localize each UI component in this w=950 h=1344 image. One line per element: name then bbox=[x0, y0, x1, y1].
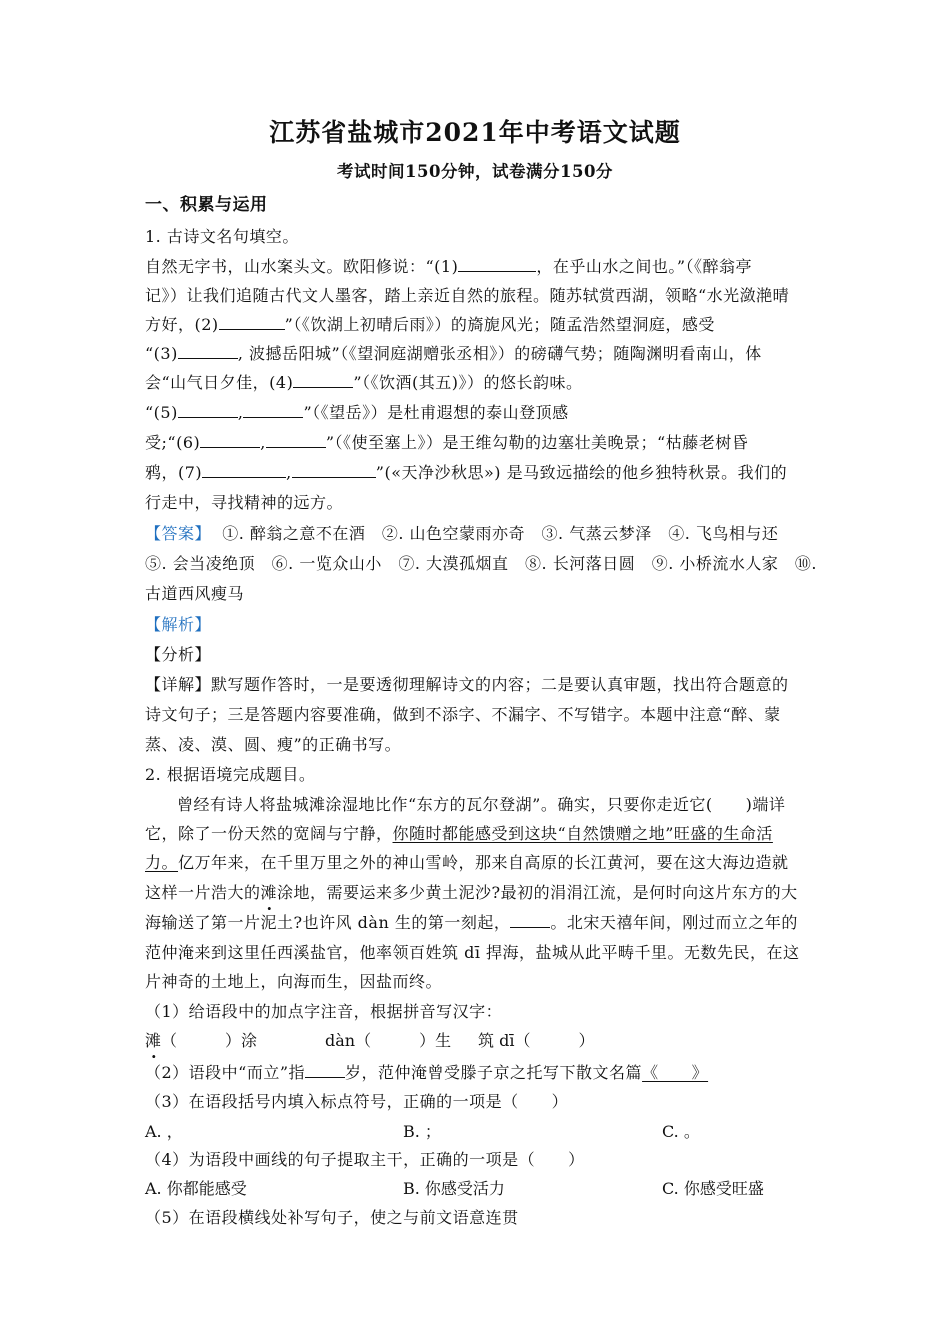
q1-line-3: 方好，(2) ”（《饮湖上初晴后雨》）的旖旎风光；随孟浩然望洞庭，感受 bbox=[145, 315, 715, 334]
q1-line-7: 受;“(6) , ”（《使至塞上》）是王维勾勒的边塞壮美晚景；“枯藤老树昏 bbox=[145, 433, 749, 452]
q2-sub-1-b: dàn（ ）生 bbox=[325, 1031, 452, 1050]
q2-para-7: 片神奇的土地上，向海而生，因盐而终。 bbox=[145, 972, 443, 991]
q1-line-1: 自然无字书，山水案头文。欧阳修说：“(1) ，在乎山水之间也。”（《醉翁亭 bbox=[145, 257, 753, 276]
q2-sub-1-a: 滩（ ）涂 . bbox=[145, 1029, 257, 1053]
q1-line-6: “(5) , ”（《望岳》）是杜甫遐想的泰山登顶感 bbox=[145, 403, 569, 422]
q2-stem: 2. 根据语境完成题目。 bbox=[145, 765, 316, 784]
blank-4 bbox=[293, 371, 353, 388]
q2-sub-1: （1）给语段中的加点字注音，根据拼音写汉字： bbox=[145, 1002, 503, 1021]
q2-sub-3-option-c: C. 。 bbox=[662, 1122, 700, 1141]
blank-5 bbox=[178, 401, 238, 418]
blank-8 bbox=[266, 431, 326, 448]
q2-sub-3: （3）在语段括号内填入标点符号，正确的一项是（ ） bbox=[145, 1092, 569, 1111]
underlined-sentence: 你随时都能感受到这块“自然馈赠之地”旺盛的生命活 bbox=[392, 824, 773, 843]
blank-1 bbox=[458, 255, 536, 272]
q1-stem: 1. 古诗文名句填空。 bbox=[145, 227, 299, 246]
blank-2 bbox=[219, 313, 285, 330]
q2-sub-4-option-b: B. 你感受活力 bbox=[403, 1179, 505, 1198]
analysis-tag: 【解析】 bbox=[145, 615, 212, 634]
q2-sub-3-option-a: A. ， bbox=[145, 1122, 183, 1141]
answer-line-2: ⑤. 会当凌绝顶 ⑥. 一览众山小 ⑦. 大漠孤烟直 ⑧. 长河落日圆 ⑨. 小桥流水人家 ⑩. bbox=[145, 554, 817, 573]
q2-sub-3-option-b: B. ； bbox=[403, 1122, 441, 1141]
fenxi-tag: 【分析】 bbox=[145, 645, 212, 664]
section-heading: 一、积累与运用 bbox=[145, 195, 268, 215]
q2-sub-1-c: 筑 dī（ ） bbox=[478, 1031, 595, 1050]
blank-sentence bbox=[510, 911, 550, 928]
q2-sub-4-option-c: C. 你感受旺盛 bbox=[662, 1179, 764, 1198]
q1-line-8: 鸦，(7) , ”(«天净沙秋思») 是马致远描绘的他乡独特秋景。我们的 bbox=[145, 463, 788, 482]
answer-tag: 【答案】 bbox=[145, 524, 212, 543]
detail-line-3: 蒸、凌、漠、圆、瘦”的正确书写。 bbox=[145, 735, 402, 754]
blank-6 bbox=[243, 401, 303, 418]
q2-para-3: 力。亿万年来，在千里万里之外的神山雪岭，那来自高原的长江黄河，要在这大海边造就 bbox=[145, 853, 789, 872]
detail-line-1: 【详解】默写题作答时，一是要透彻理解诗文的内容；二是要认真审题，找出符合题意的 bbox=[145, 675, 789, 694]
blank-3 bbox=[178, 342, 238, 359]
q2-sub-4-option-a: A. 你都能感受 bbox=[145, 1179, 247, 1198]
blank-7 bbox=[200, 431, 260, 448]
page-subtitle: 考试时间150分钟，试卷满分150分 bbox=[337, 162, 613, 181]
page-title: 江苏省盐城市2021年中考语文试题 bbox=[269, 118, 681, 147]
q2-para-4: 这样一片浩大的滩涂地，需要运来多少黄土泥沙?最初的涓涓江流，是何时向这片东方的大 bbox=[145, 883, 798, 902]
blank-10 bbox=[292, 461, 376, 478]
q1-line-2: 记》）让我们追随古代文人墨客，踏上亲近自然的旅程。随苏轼赏西湖，领略“水光潋滟晴 bbox=[145, 286, 790, 305]
q2-sub-5: （5）在语段横线处补写句子，使之与前文语意连贯 bbox=[145, 1208, 519, 1227]
q1-line-5: 会“山气日夕佳，(4) ”（《饮酒(其五)》）的悠长韵味。 bbox=[145, 373, 583, 392]
q2-para-5: 海输送了第一片泥土?也许风 dàn 生的第一刻起， 。北宋天禧年间，刚过而立之年的 bbox=[145, 913, 798, 932]
detail-line-2: 诗文句子；三是答题内容要准确，做到不添字、不漏字、不写错字。本题中注意“醉、蒙 bbox=[145, 705, 781, 724]
q1-line-9: 行走中，寻找精神的远方。 bbox=[145, 493, 344, 512]
q2-para-6: 范仲淹来到这里任西溪盐官，他率领百姓筑 dī 捍海，盐城从此平畴千里。无数先民，在这 bbox=[145, 943, 800, 962]
answer-line-3: 古道西风瘦马 bbox=[145, 584, 245, 603]
blank-9 bbox=[202, 461, 286, 478]
q2-sub-2: （2）语段中“而立”指 岁，范仲淹曾受滕子京之托写下散文名篇《 》 bbox=[145, 1063, 709, 1082]
q2-para-1: 曾经有诗人将盐城滩涂湿地比作“东方的瓦尔登湖”。确实，只要你走近它( )端详 bbox=[177, 795, 786, 814]
q1-line-4: “(3) , 波撼岳阳城”（《望洞庭湖赠张丞相》）的磅礴气势；随陶渊明看南山，体 bbox=[145, 344, 762, 363]
q2-para-2: 它，除了一份天然的宽阔与宁静，你随时都能感受到这块“自然馈赠之地”旺盛的生命活 bbox=[145, 824, 773, 843]
q2-sub-4: （4）为语段中画线的句子提取主干，正确的一项是（ ） bbox=[145, 1150, 585, 1169]
dotted-char: 滩 bbox=[260, 883, 278, 902]
blank-age bbox=[305, 1061, 345, 1078]
answer-line-1: 【答案】 ①. 醉翁之意不在酒 ②. 山色空蒙雨亦奇 ③. 气蒸云梦泽 ④. 飞鸟相与还 bbox=[145, 524, 779, 543]
